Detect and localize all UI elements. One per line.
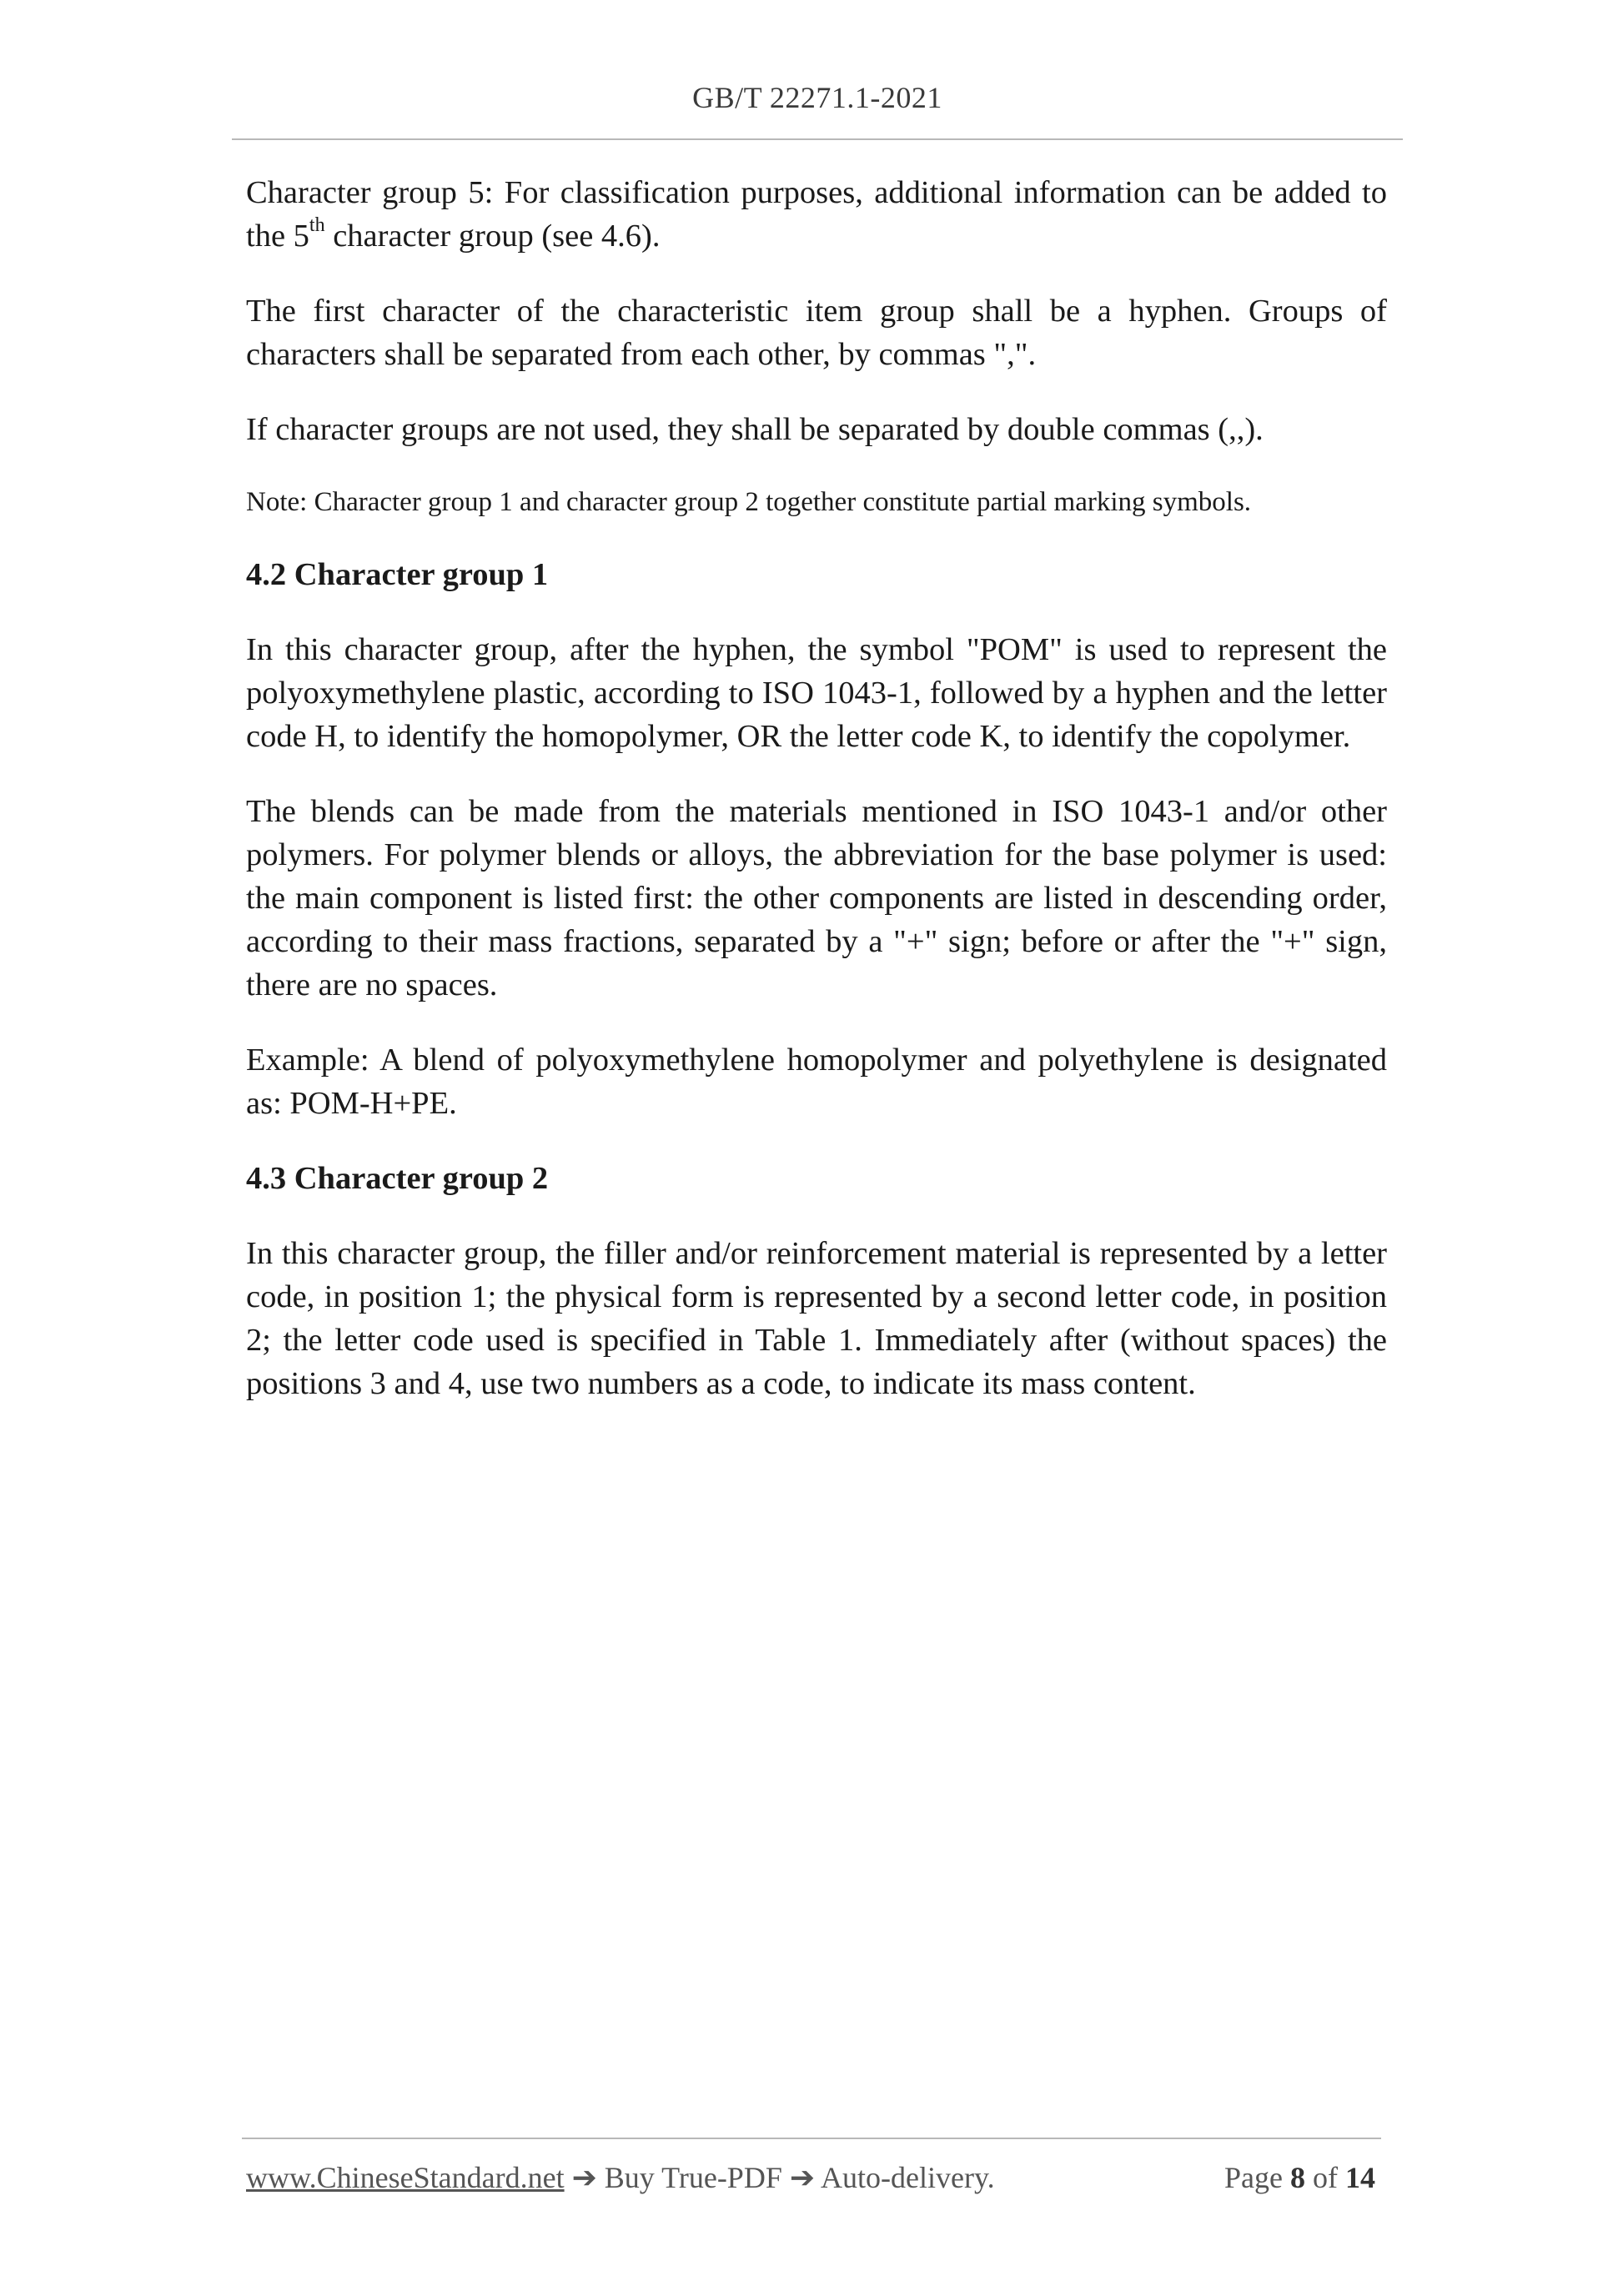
auto-delivery-text: Auto-delivery.: [821, 2161, 995, 2194]
page-label: Page: [1224, 2161, 1283, 2194]
paragraph-text: character group (see 4.6).: [324, 219, 661, 254]
arrow-right-icon: ➔: [789, 2161, 816, 2194]
page-total: 14: [1345, 2161, 1375, 2194]
note-partial-marking: Note: Character group 1 and character group 2 together constitute partial marking symbols.: [246, 487, 1252, 517]
website-link[interactable]: www.ChineseStandard.net: [246, 2161, 565, 2194]
paragraph-example-blend: Example: A blend of polyoxymethylene homopolymer and polyethylene is designated as: POM-H+PE.: [246, 1042, 1387, 1121]
page-of: of: [1313, 2161, 1338, 2194]
section-heading-4-2: 4.2 Character group 1: [246, 557, 549, 592]
arrow-right-icon: ➔: [571, 2161, 597, 2194]
footer-promo: [246, 2160, 995, 2195]
paragraph-character-group-5: [246, 171, 1387, 258]
paragraph-text: Character group 5: For classification purposes, additional information can be added to the 5: [246, 175, 1387, 254]
paragraph-filler-code: In this character group, the filler and/or reinforcement material is represented by a letter code, in position 1; the physical form is represented by a second letter code, in position 2; the letter code used is specified in Table 1. Immediately after (without spaces) the positions 3 and 4, use two numbers as a code, to indicate its mass content.: [246, 1236, 1387, 1401]
header-divider: [232, 138, 1403, 140]
superscript-th: th: [309, 214, 325, 237]
document-header-title: GB/T 22271.1-2021: [692, 81, 942, 114]
buy-true-pdf-text: Buy True-PDF: [604, 2161, 782, 2194]
paragraph-double-commas: If character groups are not used, they shall be separated by double commas (,,).: [246, 412, 1264, 447]
footer-divider: [242, 2138, 1381, 2139]
page-number: [1224, 2160, 1375, 2195]
paragraph-hyphen-rule: The first character of the characteristic item group shall be a hyphen. Groups of characters shall be separated from each other, by commas ",".: [246, 294, 1387, 372]
page-current: 8: [1290, 2161, 1305, 2194]
section-heading-4-3: 4.3 Character group 2: [246, 1161, 549, 1196]
paragraph-blends: The blends can be made from the materials mentioned in ISO 1043-1 and/or other polymers. For polymer blends or alloys, the abbreviation for the base polymer is used: the main component is listed first: the other components are listed in descending order, according to their mass fractions, separated by a "+" sign; before or after the "+" sign, there are no spaces.: [246, 794, 1387, 1002]
document-body: [246, 171, 1387, 1437]
paragraph-pom-symbol: In this character group, after the hyphen, the symbol "POM" is used to represent the polyoxymethylene plastic, according to ISO 1043-1, followed by a hyphen and the letter code H, to identify the homopolymer, OR the letter code K, to identify the copolymer.: [246, 632, 1387, 754]
